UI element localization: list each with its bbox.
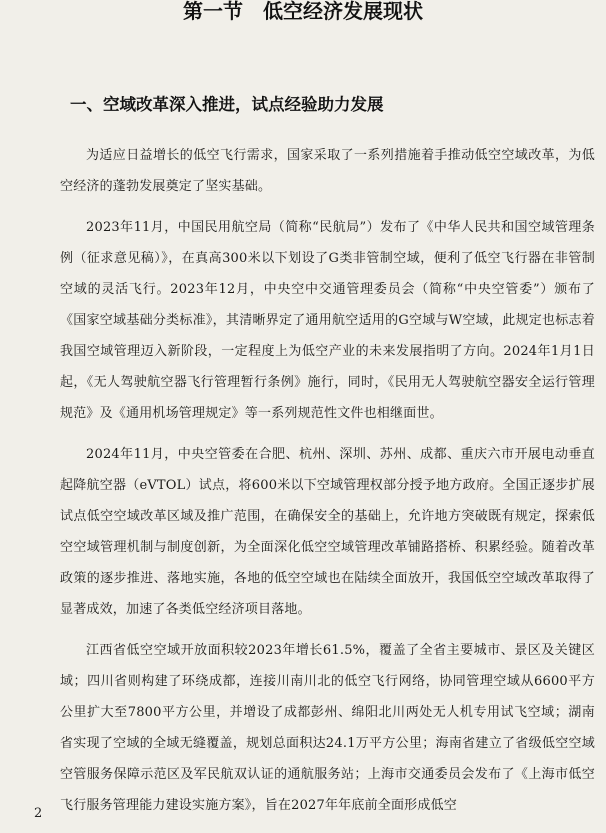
- paragraph-2: 2023年11月，中国民用航空局（简称“民航局”）发布了《中华人民共和国空域管理条例（征求意见稿）》，在真高300米以下划设了G类非管制空域，便利了低空飞行器在非管制空域的灵活飞行。2023年12月，中央空中交通管理委员会（简称“中央空管委”）颁布了《国家空域基础分类标准》，其清晰界定了通用航空适用的G空域与W空域，此规定也标志着我国空域管理迈入新阶段，一定程度上为低空产业的未来发展指明了方向。2024年1月1日起，《无人驾驶航空器飞行管理暂行条例》施行，同时，《民用无人驾驶航空器安全运行管理规范》及《通用机场管理规定》等一系列规范性文件也相继面世。: [60, 220, 595, 421]
- page-number: 2: [34, 806, 43, 821]
- paragraph-1: 为适应日益增长的低空飞行需求，国家采取了一系列措施着手推动低空空域改革，为低空经济的蓬勃发展奠定了坚实基础。: [60, 148, 595, 194]
- chapter-title: 第一节 低空经济发展现状: [183, 0, 423, 23]
- section-title: 一、空域改革深入推进，试点经验助力发展: [70, 95, 384, 114]
- body-text: [60, 140, 595, 831]
- paragraph-3: 2024年11月，中央空管委在合肥、杭州、深圳、苏州、成都、重庆六市开展电动垂直起降航空器（eVTOL）试点，将600米以下空域管理权部分授予地方政府。全国正逐步扩展试点低空空域改革区域及推广范围，在确保安全的基础上，允许地方突破既有规定，探索低空空域管理机制与制度创新，为全面深化低空空域管理改革铺路搭桥、积累经验。随着改革政策的逐步推进、落地实施，各地的低空空域也在陆续全面放开，我国低空空域改革取得了显著成效，加速了各类低空经济项目落地。: [60, 447, 595, 617]
- paragraph-4: 江西省低空空域开放面积较2023年增长61.5%，覆盖了全省主要城市、景区及关键区域；四川省则构建了环绕成都，连接川南川北的低空飞行网络，协同管理空域从6600平方公里扩大至7800平方公里，并增设了成都彭州、绵阳北川两处无人机专用试飞空域；湖南省实现了空域的全域无缝覆盖，规划总面积达24.1万平方公里；海南省建立了省级低空空域空管服务保障示范区及军民航双认证的通航服务站；上海市交通委员会发布了《上海市低空飞行服务管理能力建设实施方案》，旨在2027年年底前全面形成低空: [60, 643, 595, 813]
